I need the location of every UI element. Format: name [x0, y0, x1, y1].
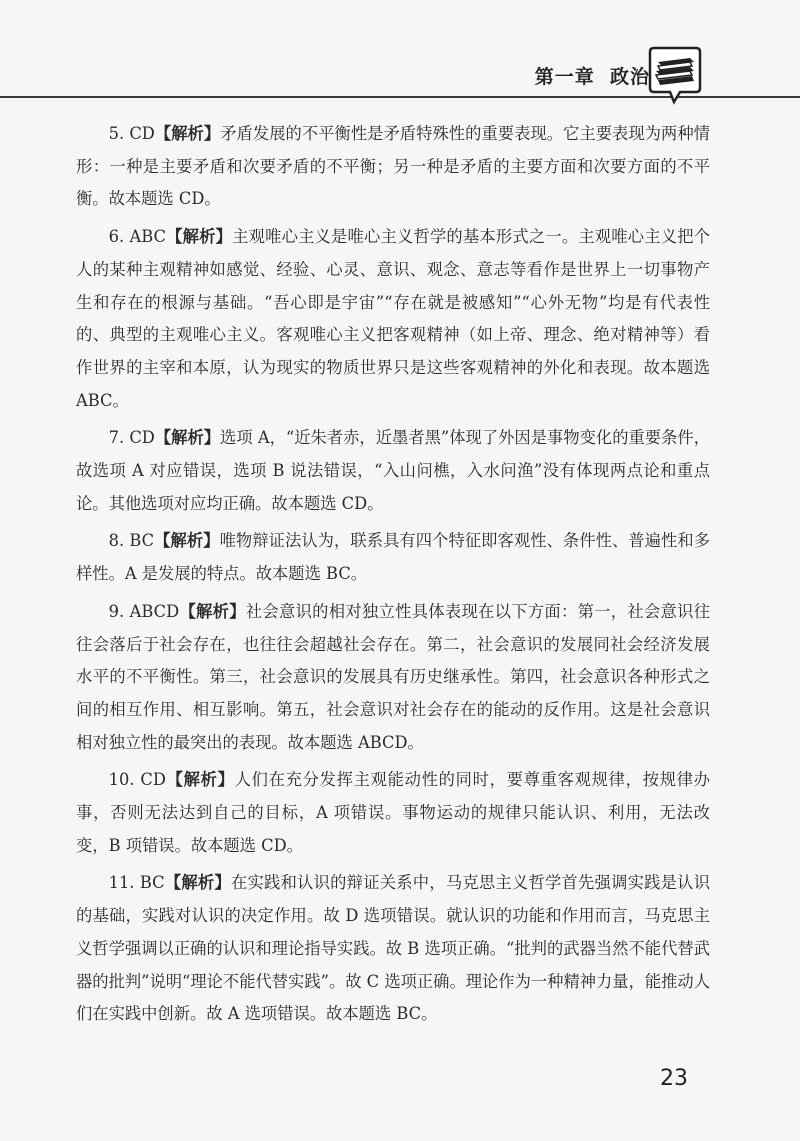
subject-label: 政治: [609, 66, 650, 88]
analysis-tag: 【解析】: [165, 770, 235, 790]
answer-item: [76, 525, 710, 590]
answer-number: 9. ABCD: [108, 601, 180, 621]
analysis-tag: 【解析】: [166, 227, 233, 247]
analysis-tag: 【解析】: [154, 531, 220, 551]
answer-text: 社会意识的相对独立性具体表现在以下方面：第一，社会意识往往会落后于社会存在，也往往会超越社会存在。第二，社会意识的发展同社会经济发展水平的不平衡性。第三，社会意识的发展具有历史继承性。第四，社会意识各种形式之间的相互作用、相互影响。第五，社会意识对社会存在的能动的反作用。这是社会意识相对独立性的最突出的表现。故本题选 ABCD。: [76, 601, 710, 752]
answer-number: 5. CD: [108, 124, 155, 143]
answer-item: [76, 596, 710, 760]
answer-text: 主观唯心主义是唯心主义哲学的基本形式之一。主观唯心主义把个人的某种主观精神如感觉、经验、心灵、意识、观念、意志等看作是世界上一切事物产生和存在的根源与基础。“吾心即是宇宙”“存在就是被感知”“心外无物”均是有代表性的、典型的主观唯心主义。客观唯心主义把客观精神（如上帝、理念、绝对精神等）看作世界的主宰和本原，认为现实的物质世界只是这些客观精神的外化和表现。故本题选 ABC。: [76, 227, 710, 410]
answer-number: 7. CD: [108, 428, 155, 448]
answer-item: [76, 118, 710, 216]
analysis-tag: 【解析】: [154, 428, 221, 448]
analysis-tag: 【解析】: [179, 601, 246, 621]
answer-text: 在实践和认识的辩证关系中，马克思主义哲学首先强调实践是认识的基础，实践对认识的决定作用。故 D 选项错误。就认识的功能和作用而言，马克思主义哲学强调以正确的认识和理论指导实践。故 B 选项正确。“批判的武器当然不能代替武器的批判”说明“理论不能代替实践”。故 C 选项正确。理论作为一种精神力量，能推动人们在实践中创新。故 A 选项错误。故本题选 BC。: [76, 873, 710, 1024]
books-icon: [646, 46, 704, 108]
answer-text: 人们在充分发挥主观能动性的同时，要尊重客观规律，按规律办事，否则无法达到自己的目标，A 项错误。事物运动的规律只能认识、利用，无法改变，B 项错误。故本题选 CD。: [76, 770, 710, 855]
answer-list: [76, 118, 710, 1036]
answer-number: 10. CD: [108, 770, 166, 790]
analysis-tag: 【解析】: [154, 124, 221, 143]
answer-text: 唯物辩证法认为，联系具有四个特征即客观性、条件性、普遍性和多样性。A 是发展的特点。故本题选 BC。: [76, 531, 710, 584]
analysis-tag: 【解析】: [164, 873, 231, 893]
chapter-title: [535, 62, 650, 89]
answer-text: 选项 A，“近朱者赤，近墨者黑”体现了外因是事物变化的重要条件，故选项 A 对应错误，选项 B 说法错误，“入山问樵，入水问渔”没有体现两点论和重点论。其他选项对应均正确。故本题选 CD。: [76, 428, 710, 513]
answer-text: 矛盾发展的不平衡性是矛盾特殊性的重要表现。它主要表现为两种情形：一种是主要矛盾和次要矛盾的不平衡；另一种是矛盾的主要方面和次要方面的不平衡。故本题选 CD。: [76, 124, 710, 209]
answer-number: 11. BC: [108, 873, 165, 893]
answer-number: 6. ABC: [108, 227, 166, 247]
answer-item: [76, 221, 710, 417]
answer-item: [76, 422, 710, 520]
page-number: 23: [660, 1066, 688, 1091]
page-header: [0, 0, 800, 100]
answer-item: [76, 764, 710, 862]
chapter-label: 第一章: [534, 66, 595, 88]
answer-item: [76, 867, 710, 1031]
answer-number: 8. BC: [108, 531, 155, 551]
